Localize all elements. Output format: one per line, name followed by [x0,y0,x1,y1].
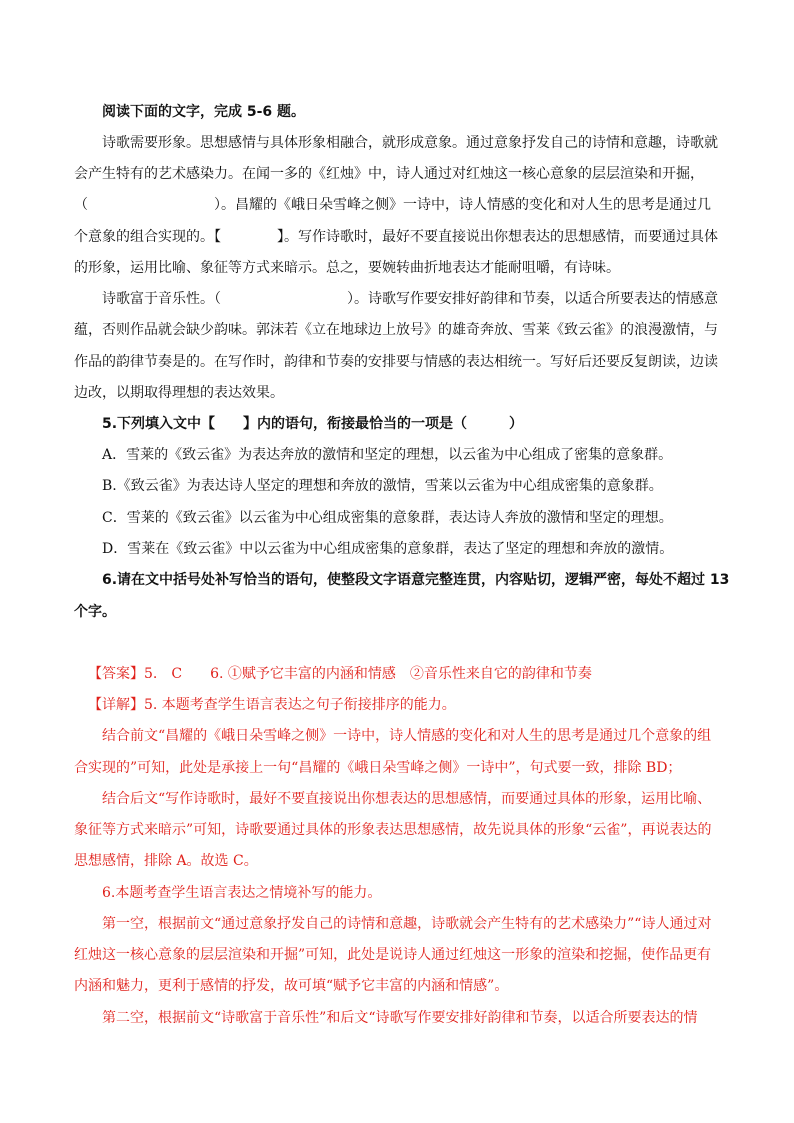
passage-line: 边改，以期取得理想的表达效果。 [74,385,284,401]
passage-line: 诗歌富于音乐性。（ ）。诗歌写作要安排好韵律和节奏，以适合所要表达的情感意 [102,291,718,307]
detail-line: 思想感情，排除 A。故选 C。 [74,853,258,869]
passage-line: 作品的韵律节奏是的。在写作时，韵律和节奏的安排要与情感的表达相统一。写好后还要反复朗读，边读 [74,354,718,370]
detail-line: 结合后文“写作诗歌时，最好不要直接说出你想表达的思想感情，而要通过具体的形象，运用比喻、 [102,791,712,807]
question-6-stem: 6.请在文中括号处补写恰当的语句，使整段文字语意完整连贯，内容贴切，逻辑严密，每处不超过 13 [102,572,730,588]
detail-line: 6.本题考查学生语言表达之情境补写的能力。 [102,885,382,901]
detail-line: 内涵和魅力，更利于感情的抒发，故可填“赋予它丰富的内涵和情感”。 [74,978,509,994]
passage-intro: 阅读下面的文字，完成 5-6 题。 [102,104,306,120]
detail-line: 第二空，根据前文“诗歌富于音乐性”和后文“诗歌写作要安排好韵律和节奏，以适合所要表达的情 [102,1010,698,1026]
option-c: C．雪莱的《致云雀》以云雀为中心组成密集的意象群，表达诗人奔放的激情和坚定的理想。 [102,510,673,526]
passage-line: （ ）。昌耀的《峨日朵雪峰之侧》一诗中，诗人情感的变化和对人生的思考是通过几 [74,197,711,213]
option-d: D．雪莱在《致云雀》中以云雀为中心组成密集的意象群，表达了坚定的理想和奔放的激情。 [102,541,674,557]
passage-line: 个意象的组合实现的。【 】。写作诗歌时，最好不要直接说出你想表达的思想感情，而要通过具体 [74,229,718,245]
detail-line: 结合前文“昌耀的《峨日朵雪峰之侧》一诗中，诗人情感的变化和对人生的思考是通过几个意象的组 [102,728,712,744]
answer-line: 【答案】5. C 6. ①赋予它丰富的内涵和情感 ②音乐性来自它的韵律和节奏 [88,666,592,682]
passage-line: 诗歌需要形象。思想感情与具体形象相融合，就形成意象。通过意象抒发自己的诗情和意趣，诗歌就 [102,135,718,151]
passage-line: 蕴，否则作品就会缺少韵味。郭沫若《立在地球边上放号》的雄奇奔放、雪莱《致云雀》的浪漫激情，与 [74,322,718,338]
question-6-stem-cont: 个字。 [74,604,116,620]
detail-line: 红烛这一核心意象的层层渲染和开掘”可知，此处是说诗人通过红烛这一形象的渲染和挖掘，使作品更有 [74,947,712,963]
detail-line: 【详解】5. 本题考查学生语言表达之句子衔接排序的能力。 [88,697,456,713]
passage-line: 的形象，运用比喻、象征等方式来暗示。总之，要婉转曲折地表达才能耐咀嚼，有诗味。 [74,260,620,276]
detail-line: 合实现的”可知，此处是承接上一句“昌耀的《峨日朵雪峰之侧》一诗中”，句式要一致，排除 BD； [74,760,682,776]
question-5-stem: 5.下列填入文中【 】内的语句，衔接最恰当的一项是（ ） [102,416,524,432]
option-b: B.《致云雀》为表达诗人坚定的理想和奔放的激情，雪莱以云雀为中心组成密集的意象群。 [102,478,663,494]
detail-line: 第一空，根据前文“通过意象抒发自己的诗情和意趣，诗歌就会产生特有的艺术感染力”“诗人通过对 [102,916,712,932]
detail-line: 象征等方式来暗示”可知，诗歌要通过具体的形象表达思想感情，故先说具体的形象“云雀”，再说表达的 [74,822,712,838]
option-a: A．雪莱的《致云雀》为表达奔放的激情和坚定的理想，以云雀为中心组成了密集的意象群。 [102,447,673,463]
passage-line: 会产生特有的艺术感染力。在闻一多的《红烛》中，诗人通过对红烛这一核心意象的层层渲染和开掘， [74,166,704,182]
